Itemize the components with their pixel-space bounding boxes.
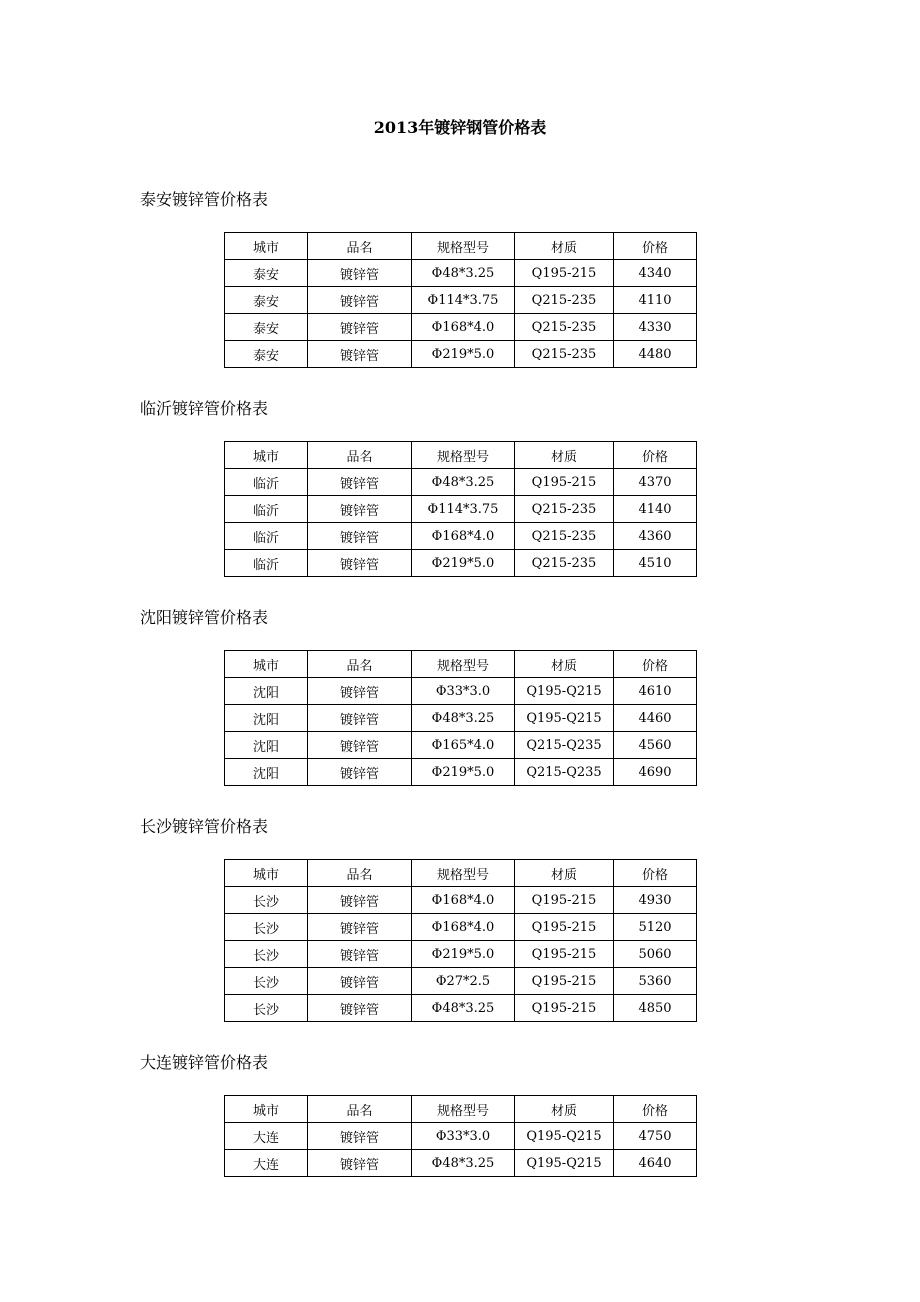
header-cell: 品名 xyxy=(308,1096,412,1123)
document-title: 2013年镀锌钢管价格表 xyxy=(373,118,547,137)
table-cell: Q215-235 xyxy=(515,341,614,368)
table-cell: 5120 xyxy=(614,914,697,941)
header-cell: 材质 xyxy=(515,233,614,260)
header-cell: 材质 xyxy=(515,651,614,678)
table-cell: 长沙 xyxy=(225,887,308,914)
table-row xyxy=(225,341,697,368)
table-cell: 镀锌管 xyxy=(308,550,412,577)
table-cell: Φ114*3.75 xyxy=(412,287,515,314)
table-header-row xyxy=(225,651,697,678)
table-row xyxy=(225,469,697,496)
table-cell: Q195-Q215 xyxy=(515,705,614,732)
table-cell: 4360 xyxy=(614,523,697,550)
price-table-linyi xyxy=(224,441,697,577)
table-cell: 4640 xyxy=(614,1150,697,1177)
table-cell: Φ219*5.0 xyxy=(412,941,515,968)
table-cell: 镀锌管 xyxy=(308,995,412,1022)
table-cell: Φ168*4.0 xyxy=(412,887,515,914)
table-cell: Φ114*3.75 xyxy=(412,496,515,523)
table-cell: Φ48*3.25 xyxy=(412,260,515,287)
section-title-dalian: 大连镀锌管价格表 xyxy=(140,1053,269,1072)
table-cell: 泰安 xyxy=(225,341,308,368)
header-cell: 品名 xyxy=(308,442,412,469)
table-cell: Q215-235 xyxy=(515,314,614,341)
table-cell: 长沙 xyxy=(225,995,308,1022)
table-cell: Q195-215 xyxy=(515,995,614,1022)
table-cell: 4750 xyxy=(614,1123,697,1150)
table-cell: 5360 xyxy=(614,968,697,995)
price-table-shenyang xyxy=(224,650,697,786)
table-row xyxy=(225,941,697,968)
table-cell: 临沂 xyxy=(225,496,308,523)
table-row xyxy=(225,287,697,314)
table-cell: 镀锌管 xyxy=(308,314,412,341)
header-cell: 材质 xyxy=(515,442,614,469)
table-cell: Φ165*4.0 xyxy=(412,732,515,759)
table-cell: Q195-215 xyxy=(515,941,614,968)
table-cell: 4560 xyxy=(614,732,697,759)
header-cell: 品名 xyxy=(308,233,412,260)
table-cell: Q215-Q235 xyxy=(515,759,614,786)
table-row xyxy=(225,496,697,523)
table-header-row xyxy=(225,860,697,887)
table-cell: 长沙 xyxy=(225,914,308,941)
table-cell: 4930 xyxy=(614,887,697,914)
table-cell: 4110 xyxy=(614,287,697,314)
table-cell: 4850 xyxy=(614,995,697,1022)
table-cell: 4460 xyxy=(614,705,697,732)
table-cell: Φ48*3.25 xyxy=(412,995,515,1022)
table-cell: 镀锌管 xyxy=(308,1123,412,1150)
table-row xyxy=(225,995,697,1022)
table-cell: 4340 xyxy=(614,260,697,287)
table-cell: 长沙 xyxy=(225,941,308,968)
header-cell: 品名 xyxy=(308,651,412,678)
table-cell: 4610 xyxy=(614,678,697,705)
table-cell: 4690 xyxy=(614,759,697,786)
table-cell: 大连 xyxy=(225,1123,308,1150)
table-cell: 镀锌管 xyxy=(308,523,412,550)
table-cell: 镀锌管 xyxy=(308,1150,412,1177)
table-cell: Q195-215 xyxy=(515,914,614,941)
table-cell: Q215-235 xyxy=(515,496,614,523)
section-title-shenyang: 沈阳镀锌管价格表 xyxy=(140,608,269,627)
header-cell: 规格型号 xyxy=(412,651,515,678)
table-cell: Q195-215 xyxy=(515,887,614,914)
table-cell: 5060 xyxy=(614,941,697,968)
table-header-row xyxy=(225,1096,697,1123)
table-cell: 沈阳 xyxy=(225,705,308,732)
table-cell: Q195-Q215 xyxy=(515,1150,614,1177)
table-cell: 镀锌管 xyxy=(308,968,412,995)
table-cell: 4330 xyxy=(614,314,697,341)
header-cell: 城市 xyxy=(225,442,308,469)
table-cell: 镀锌管 xyxy=(308,887,412,914)
table-cell: 泰安 xyxy=(225,260,308,287)
table-cell: Φ219*5.0 xyxy=(412,759,515,786)
header-cell: 价格 xyxy=(614,651,697,678)
header-cell: 城市 xyxy=(225,233,308,260)
table-cell: 镀锌管 xyxy=(308,341,412,368)
table-row xyxy=(225,759,697,786)
table-cell: Q215-Q235 xyxy=(515,732,614,759)
header-cell: 规格型号 xyxy=(412,1096,515,1123)
table-cell: Q195-Q215 xyxy=(515,1123,614,1150)
table-cell: 沈阳 xyxy=(225,732,308,759)
table-cell: 4480 xyxy=(614,341,697,368)
table-cell: Φ27*2.5 xyxy=(412,968,515,995)
table-cell: Φ219*5.0 xyxy=(412,550,515,577)
table-cell: Φ168*4.0 xyxy=(412,914,515,941)
table-cell: Q195-215 xyxy=(515,968,614,995)
table-cell: 镀锌管 xyxy=(308,260,412,287)
table-row xyxy=(225,1123,697,1150)
table-cell: 镀锌管 xyxy=(308,705,412,732)
table-cell: 镀锌管 xyxy=(308,732,412,759)
header-cell: 规格型号 xyxy=(412,442,515,469)
header-cell: 城市 xyxy=(225,1096,308,1123)
table-row xyxy=(225,678,697,705)
table-row xyxy=(225,914,697,941)
table-cell: 大连 xyxy=(225,1150,308,1177)
table-cell: 泰安 xyxy=(225,314,308,341)
table-row xyxy=(225,705,697,732)
table-row xyxy=(225,260,697,287)
table-row xyxy=(225,732,697,759)
price-table-changsha xyxy=(224,859,697,1022)
table-cell: 4140 xyxy=(614,496,697,523)
table-cell: 镀锌管 xyxy=(308,759,412,786)
section-title-taian: 泰安镀锌管价格表 xyxy=(140,190,269,209)
table-cell: Q195-215 xyxy=(515,260,614,287)
section-title-linyi: 临沂镀锌管价格表 xyxy=(140,399,269,418)
table-cell: 镀锌管 xyxy=(308,941,412,968)
table-cell: Q215-235 xyxy=(515,287,614,314)
table-row xyxy=(225,968,697,995)
table-cell: 临沂 xyxy=(225,523,308,550)
table-cell: Q195-Q215 xyxy=(515,678,614,705)
table-cell: Φ168*4.0 xyxy=(412,314,515,341)
table-cell: 泰安 xyxy=(225,287,308,314)
table-cell: Φ48*3.25 xyxy=(412,1150,515,1177)
header-cell: 品名 xyxy=(308,860,412,887)
table-row xyxy=(225,887,697,914)
header-cell: 材质 xyxy=(515,1096,614,1123)
table-cell: 4510 xyxy=(614,550,697,577)
table-cell: Φ33*3.0 xyxy=(412,1123,515,1150)
header-cell: 材质 xyxy=(515,860,614,887)
table-cell: 临沂 xyxy=(225,550,308,577)
table-cell: Φ219*5.0 xyxy=(412,341,515,368)
header-cell: 价格 xyxy=(614,1096,697,1123)
table-cell: 镀锌管 xyxy=(308,287,412,314)
price-table-dalian xyxy=(224,1095,697,1177)
section-title-changsha: 长沙镀锌管价格表 xyxy=(140,817,269,836)
table-cell: Q215-235 xyxy=(515,550,614,577)
header-cell: 规格型号 xyxy=(412,860,515,887)
table-cell: 4370 xyxy=(614,469,697,496)
table-cell: 镀锌管 xyxy=(308,678,412,705)
table-header-row xyxy=(225,233,697,260)
table-cell: 沈阳 xyxy=(225,759,308,786)
header-cell: 城市 xyxy=(225,860,308,887)
table-cell: Q195-215 xyxy=(515,469,614,496)
table-cell: Φ168*4.0 xyxy=(412,523,515,550)
table-cell: Φ48*3.25 xyxy=(412,705,515,732)
table-row xyxy=(225,523,697,550)
table-cell: Φ33*3.0 xyxy=(412,678,515,705)
table-cell: Q215-235 xyxy=(515,523,614,550)
table-cell: 长沙 xyxy=(225,968,308,995)
header-cell: 价格 xyxy=(614,860,697,887)
price-table-taian xyxy=(224,232,697,368)
table-cell: 镀锌管 xyxy=(308,496,412,523)
header-cell: 规格型号 xyxy=(412,233,515,260)
table-row xyxy=(225,550,697,577)
table-row xyxy=(225,1150,697,1177)
table-cell: 镀锌管 xyxy=(308,469,412,496)
header-cell: 城市 xyxy=(225,651,308,678)
table-cell: Φ48*3.25 xyxy=(412,469,515,496)
table-cell: 沈阳 xyxy=(225,678,308,705)
header-cell: 价格 xyxy=(614,442,697,469)
table-cell: 临沂 xyxy=(225,469,308,496)
table-cell: 镀锌管 xyxy=(308,914,412,941)
header-cell: 价格 xyxy=(614,233,697,260)
table-row xyxy=(225,314,697,341)
table-header-row xyxy=(225,442,697,469)
